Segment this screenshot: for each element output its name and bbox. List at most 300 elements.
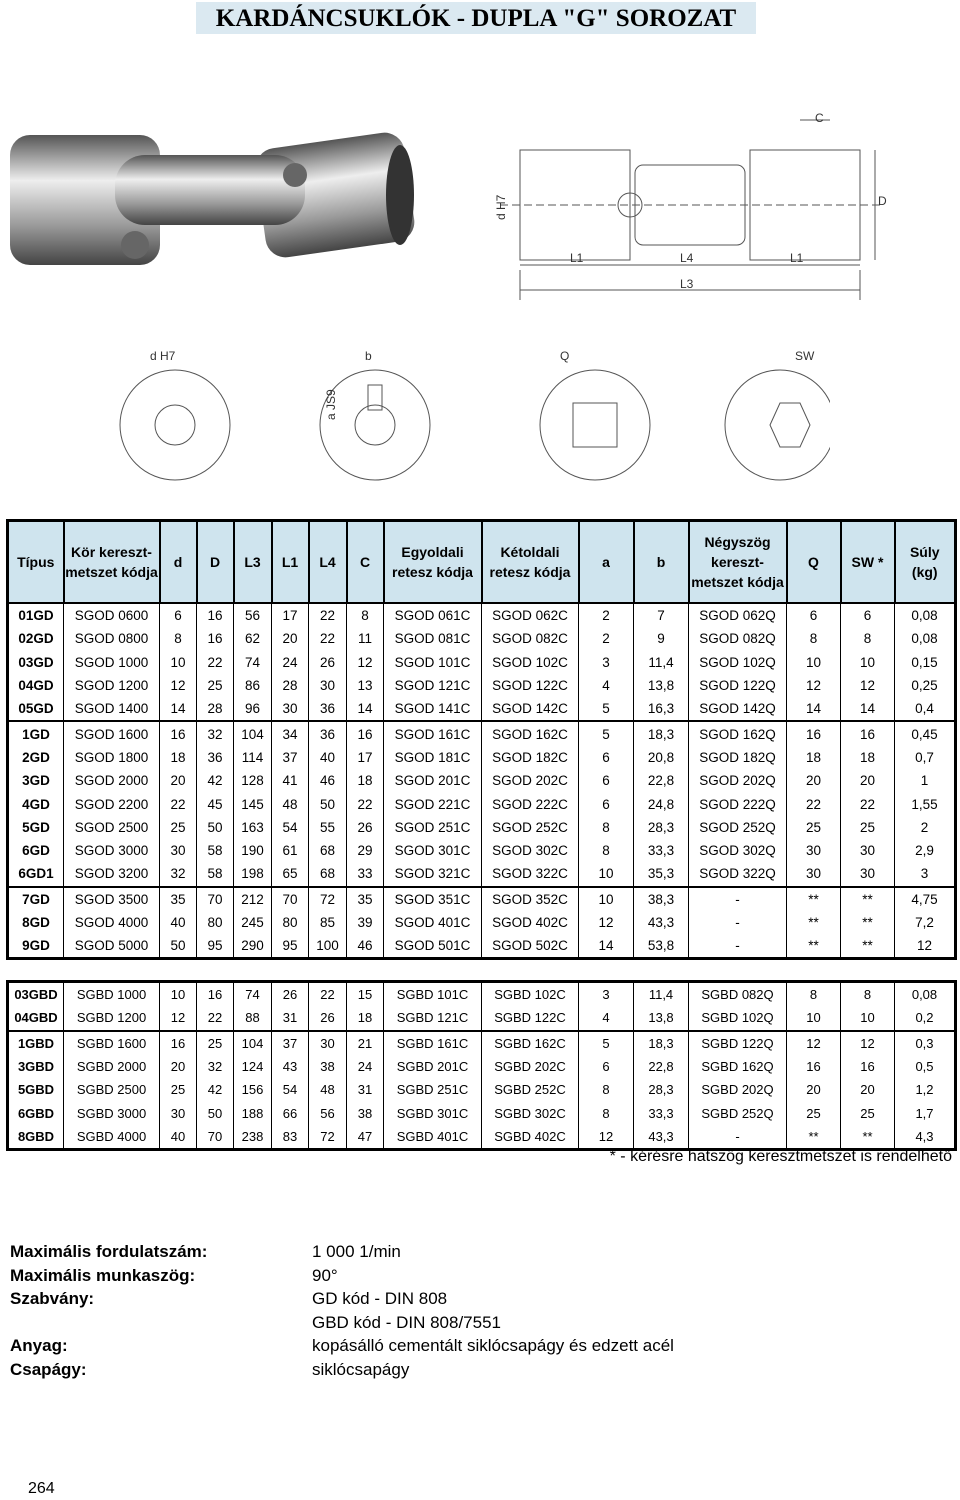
table-cell: 46: [309, 769, 347, 792]
table-cell: SGOD 201C: [384, 769, 482, 792]
table-row: [8, 651, 956, 674]
table-cell: 1,7: [895, 1101, 956, 1124]
table-cell: 22: [197, 1006, 234, 1030]
table-cell: 70: [197, 1125, 234, 1150]
table-cell: 37: [272, 746, 309, 769]
column-header: b: [634, 521, 689, 604]
type-cell: 1GD: [8, 721, 64, 745]
table-cell: SGOD 062Q: [689, 603, 787, 627]
table-cell: SGOD 401C: [384, 911, 482, 934]
table-cell: 104: [234, 721, 272, 745]
table-cell: SGBD 401C: [384, 1125, 482, 1150]
table-cell: 0,08: [895, 982, 956, 1007]
table-cell: SGOD 081C: [384, 627, 482, 650]
table-cell: 35: [160, 887, 197, 911]
table-cell: **: [841, 1125, 895, 1150]
table-cell: 30: [787, 839, 841, 862]
table-cell: 0,3: [895, 1031, 956, 1055]
column-header: L4: [309, 521, 347, 604]
table-cell: 30: [309, 1031, 347, 1055]
table-cell: SGBD 122Q: [689, 1031, 787, 1055]
type-cell: 03GBD: [8, 982, 64, 1007]
type-cell: 05GD: [8, 697, 64, 721]
table-cell: SGBD 302C: [482, 1101, 579, 1124]
table-row: [8, 862, 956, 886]
table-cell: 2,9: [895, 839, 956, 862]
table-cell: 35: [347, 887, 384, 911]
table-cell: 16: [787, 1055, 841, 1078]
table-cell: 14: [787, 697, 841, 721]
table-cell: SGBD 252C: [482, 1078, 579, 1101]
table-cell: SGOD 1400: [64, 697, 160, 721]
table-cell: 33,3: [634, 1101, 689, 1124]
table-cell: 70: [197, 887, 234, 911]
table-cell: SGOD 061C: [384, 603, 482, 627]
table-cell: SGOD 102Q: [689, 651, 787, 674]
table-cell: 24: [347, 1055, 384, 1078]
table-cell: 12: [579, 1125, 634, 1150]
type-cell: 02GD: [8, 627, 64, 650]
table-cell: 10: [841, 1006, 895, 1030]
table-cell: 50: [197, 1101, 234, 1124]
type-cell: 4GD: [8, 792, 64, 815]
table-cell: SGBD 402C: [482, 1125, 579, 1150]
table-cell: 40: [309, 746, 347, 769]
column-header: Kétoldali retesz kódja: [482, 521, 579, 604]
table-cell: 6: [841, 603, 895, 627]
table-cell: 28: [272, 674, 309, 697]
table-cell: 20: [787, 1078, 841, 1101]
table-cell: SGBD 1000: [64, 982, 160, 1007]
table-cell: 16: [197, 627, 234, 650]
table-cell: SGBD 102Q: [689, 1006, 787, 1030]
column-header: d: [160, 521, 197, 604]
table-cell: 21: [347, 1031, 384, 1055]
dim-label-d-outer: D: [878, 194, 887, 208]
table-cell: 8: [579, 1078, 634, 1101]
table-cell: **: [787, 887, 841, 911]
table-cell: SGOD 142Q: [689, 697, 787, 721]
table-cell: 12: [841, 1031, 895, 1055]
table-cell: SGOD 082Q: [689, 627, 787, 650]
table-cell: 38,3: [634, 887, 689, 911]
table-cell: 163: [234, 816, 272, 839]
table-cell: SGBD 161C: [384, 1031, 482, 1055]
type-cell: 04GD: [8, 674, 64, 697]
spec-label: Maximális fordulatszám:: [10, 1242, 208, 1261]
table-cell: SGOD 082C: [482, 627, 579, 650]
table-cell: 12: [895, 934, 956, 959]
table-row: [8, 1006, 956, 1030]
table-cell: 28,3: [634, 816, 689, 839]
table-cell: SGOD 122Q: [689, 674, 787, 697]
table-cell: 16: [841, 1055, 895, 1078]
table-cell: 10: [579, 887, 634, 911]
spec-label: Csapágy:: [10, 1359, 87, 1379]
table-cell: 11: [347, 627, 384, 650]
table-cell: 25: [787, 816, 841, 839]
table-row: [8, 697, 956, 721]
table-cell: 40: [160, 911, 197, 934]
table-cell: 22: [841, 792, 895, 815]
table-cell: 22: [787, 792, 841, 815]
type-cell: 1GBD: [8, 1031, 64, 1055]
table-cell: 72: [309, 887, 347, 911]
table-cell: 31: [347, 1078, 384, 1101]
table-cell: SGOD 402C: [482, 911, 579, 934]
table-cell: 0,25: [895, 674, 956, 697]
table-cell: **: [841, 911, 895, 934]
table-cell: 36: [309, 721, 347, 745]
dim-label-c: C: [815, 111, 824, 125]
table-cell: SGOD 252Q: [689, 816, 787, 839]
table-cell: 25: [160, 816, 197, 839]
table-cell: 14: [160, 697, 197, 721]
table-cell: 290: [234, 934, 272, 959]
table-cell: 20: [160, 1055, 197, 1078]
table-cell: 100: [309, 934, 347, 959]
table-cell: 43,3: [634, 911, 689, 934]
table-cell: SGOD 252C: [482, 816, 579, 839]
dim-label-dh7: d H7: [494, 194, 508, 220]
type-cell: 5GBD: [8, 1078, 64, 1101]
table-cell: 43,3: [634, 1125, 689, 1150]
table-cell: 10: [787, 651, 841, 674]
table-cell: SGOD 142C: [482, 697, 579, 721]
table-cell: SGOD 351C: [384, 887, 482, 911]
table-cell: **: [787, 911, 841, 934]
table-cell: 0,4: [895, 697, 956, 721]
table-cell: 8: [841, 982, 895, 1007]
table-cell: 80: [197, 911, 234, 934]
dim-label-l1-left: L1: [570, 251, 584, 265]
table-cell: 39: [347, 911, 384, 934]
table-cell: SGOD 1200: [64, 674, 160, 697]
table-cell: SGBD 201C: [384, 1055, 482, 1078]
table-cell: 25: [197, 674, 234, 697]
table-cell: 16: [841, 721, 895, 745]
product-photo: [5, 95, 425, 295]
table-cell: 17: [272, 603, 309, 627]
spec-label: Szabvány:: [10, 1289, 95, 1308]
table-cell: 48: [309, 1078, 347, 1101]
table-cell: SGOD 302Q: [689, 839, 787, 862]
table-cell: 26: [309, 1006, 347, 1030]
table-cell: 70: [272, 887, 309, 911]
table-cell: 28,3: [634, 1078, 689, 1101]
table-cell: 36: [309, 697, 347, 721]
spec-label: Anyag:: [10, 1336, 68, 1355]
table-cell: SGBD 301C: [384, 1101, 482, 1124]
table-row: [8, 674, 956, 697]
table-cell: 22: [197, 651, 234, 674]
table-cell: 36: [197, 746, 234, 769]
table-cell: -: [689, 934, 787, 959]
table-cell: 40: [160, 1125, 197, 1150]
table-cell: 66: [272, 1101, 309, 1124]
table-cell: 124: [234, 1055, 272, 1078]
table-cell: 55: [309, 816, 347, 839]
table-row: [8, 911, 956, 934]
table-cell: SGOD 4000: [64, 911, 160, 934]
table-cell: 6: [579, 746, 634, 769]
table-cell: 16: [160, 1031, 197, 1055]
table-cell: 45: [197, 792, 234, 815]
table-cell: 12: [841, 674, 895, 697]
table-cell: 80: [272, 911, 309, 934]
table-cell: 32: [160, 862, 197, 886]
table-cell: SGBD 162C: [482, 1031, 579, 1055]
table-cell: SGBD 252Q: [689, 1101, 787, 1124]
table-cell: 25: [197, 1031, 234, 1055]
table-cell: 20: [272, 627, 309, 650]
table-cell: 10: [841, 651, 895, 674]
gd-series-table: [6, 519, 957, 960]
cross-section-drawings: [110, 345, 830, 495]
table-cell: 35,3: [634, 862, 689, 886]
table-cell: 22: [309, 603, 347, 627]
table-cell: 18: [347, 769, 384, 792]
spec-value: kopásálló cementált siklócsapágy és edzett acél: [312, 1336, 674, 1355]
table-cell: 12: [787, 674, 841, 697]
table-cell: 16: [787, 721, 841, 745]
table-cell: 22,8: [634, 769, 689, 792]
table-cell: 20: [841, 1078, 895, 1101]
table-row: [8, 769, 956, 792]
table-cell: 0,5: [895, 1055, 956, 1078]
type-cell: 8GD: [8, 911, 64, 934]
table-cell: SGOD 102C: [482, 651, 579, 674]
table-cell: 22: [160, 792, 197, 815]
type-cell: 6GD: [8, 839, 64, 862]
table-cell: 10: [579, 862, 634, 886]
table-cell: 30: [160, 839, 197, 862]
type-cell: 01GD: [8, 603, 64, 627]
table-cell: 54: [272, 816, 309, 839]
table-cell: SGBD 2500: [64, 1078, 160, 1101]
table-cell: 13,8: [634, 674, 689, 697]
table-cell: 22: [347, 792, 384, 815]
spec-value: GBD kód - DIN 808/7551: [312, 1312, 501, 1332]
table-cell: SGOD 202C: [482, 769, 579, 792]
page-title: KARDÁNCSUKLÓK - DUPLA "G" SOROZAT: [196, 2, 756, 34]
spec-row: [10, 1358, 674, 1382]
table-cell: 58: [197, 862, 234, 886]
type-cell: 6GD1: [8, 862, 64, 886]
column-header: Négyszög kereszt- metszet kódja: [689, 521, 787, 604]
table-cell: **: [841, 934, 895, 959]
spec-row: [10, 1264, 674, 1288]
table-cell: 13,8: [634, 1006, 689, 1030]
table-cell: SGOD 162C: [482, 721, 579, 745]
table-cell: 30: [841, 839, 895, 862]
table-cell: 145: [234, 792, 272, 815]
table-cell: 14: [841, 697, 895, 721]
table-cell: 88: [234, 1006, 272, 1030]
table-cell: 7,2: [895, 911, 956, 934]
table-cell: 5: [579, 1031, 634, 1055]
column-header: Súly (kg): [895, 521, 956, 604]
table-row: [8, 934, 956, 959]
table-cell: 13: [347, 674, 384, 697]
table-cell: SGOD 161C: [384, 721, 482, 745]
table-cell: 6: [579, 792, 634, 815]
table-cell: SGOD 101C: [384, 651, 482, 674]
dim-label-q: Q: [560, 349, 570, 363]
table-cell: 25: [841, 816, 895, 839]
table-cell: 68: [309, 862, 347, 886]
dim-label-ajs9: a JS9: [324, 389, 338, 420]
table-cell: -: [689, 887, 787, 911]
spec-row: [10, 1287, 674, 1311]
table-cell: 42: [197, 1078, 234, 1101]
table-cell: SGBD 4000: [64, 1125, 160, 1150]
table-cell: SGBD 102C: [482, 982, 579, 1007]
spec-row: [10, 1311, 674, 1335]
table-cell: 30: [160, 1101, 197, 1124]
table-cell: SGBD 082Q: [689, 982, 787, 1007]
table-cell: 11,4: [634, 651, 689, 674]
table-cell: 26: [347, 816, 384, 839]
table-cell: 18: [347, 1006, 384, 1030]
table-cell: 50: [197, 816, 234, 839]
table-cell: 43: [272, 1055, 309, 1078]
table-cell: 24: [272, 651, 309, 674]
table-cell: 198: [234, 862, 272, 886]
table-cell: SGOD 501C: [384, 934, 482, 959]
table-cell: SGOD 182Q: [689, 746, 787, 769]
table-cell: 1,55: [895, 792, 956, 815]
table-cell: 74: [234, 651, 272, 674]
table-cell: SGOD 0600: [64, 603, 160, 627]
table-cell: SGBD 2000: [64, 1055, 160, 1078]
table-header-row: [8, 521, 956, 604]
table-cell: 8: [787, 982, 841, 1007]
table-cell: SGBD 202C: [482, 1055, 579, 1078]
table-cell: 38: [347, 1101, 384, 1124]
dim-label-l1-right: L1: [790, 251, 804, 265]
table-cell: 8: [579, 816, 634, 839]
type-cell: 7GD: [8, 887, 64, 911]
table-cell: 16: [160, 721, 197, 745]
table-cell: 18,3: [634, 1031, 689, 1055]
table-cell: -: [689, 1125, 787, 1150]
table-cell: SGOD 3000: [64, 839, 160, 862]
table-cell: SGBD 121C: [384, 1006, 482, 1030]
table-row: [8, 1031, 956, 1055]
table-cell: 20,8: [634, 746, 689, 769]
table-cell: 12: [787, 1031, 841, 1055]
table-cell: SGOD 182C: [482, 746, 579, 769]
table-cell: 50: [160, 934, 197, 959]
table-cell: 12: [347, 651, 384, 674]
side-view-drawing: [480, 110, 900, 310]
table-row: [8, 839, 956, 862]
table-cell: 29: [347, 839, 384, 862]
table-row: [8, 721, 956, 745]
footnote: * - kérésre hatszög keresztmetszet is rendelhető: [609, 1148, 952, 1165]
table-cell: 30: [309, 674, 347, 697]
table-cell: 12: [579, 911, 634, 934]
table-cell: 4,75: [895, 887, 956, 911]
table-cell: 68: [309, 839, 347, 862]
table-cell: 26: [309, 651, 347, 674]
spec-label: [10, 1311, 312, 1335]
table-row: [8, 792, 956, 815]
table-row: [8, 603, 956, 627]
column-header: Egyoldali retesz kódja: [384, 521, 482, 604]
column-header: Típus: [8, 521, 64, 604]
column-header: Q: [787, 521, 841, 604]
table-cell: 11,4: [634, 982, 689, 1007]
table-cell: 6: [787, 603, 841, 627]
table-cell: 62: [234, 627, 272, 650]
table-cell: 65: [272, 862, 309, 886]
table-cell: 18: [160, 746, 197, 769]
table-cell: 16: [197, 982, 234, 1007]
table-cell: 16: [347, 721, 384, 745]
table-row: [8, 982, 956, 1007]
table-cell: 6: [160, 603, 197, 627]
table-cell: 8: [160, 627, 197, 650]
table-cell: 8: [841, 627, 895, 650]
specifications: [10, 1240, 674, 1381]
table-cell: 188: [234, 1101, 272, 1124]
table-cell: SGOD 502C: [482, 934, 579, 959]
table-cell: SGOD 181C: [384, 746, 482, 769]
spec-value: 1 000 1/min: [312, 1242, 401, 1261]
table-cell: 2: [579, 627, 634, 650]
table-cell: SGOD 301C: [384, 839, 482, 862]
type-cell: 3GBD: [8, 1055, 64, 1078]
table-cell: SGOD 322C: [482, 862, 579, 886]
table-cell: 48: [272, 792, 309, 815]
dim-label-dh7-section: d H7: [150, 349, 176, 363]
table-row: [8, 887, 956, 911]
dim-label-sw: SW: [795, 349, 815, 363]
table-cell: 3: [895, 862, 956, 886]
table-cell: 32: [197, 1055, 234, 1078]
table-cell: 14: [579, 934, 634, 959]
dim-label-b: b: [365, 349, 372, 363]
table-cell: 41: [272, 769, 309, 792]
table-cell: 114: [234, 746, 272, 769]
table-cell: 6: [579, 769, 634, 792]
table-cell: SGOD 2200: [64, 792, 160, 815]
table-cell: 190: [234, 839, 272, 862]
table-row: [8, 1055, 956, 1078]
column-header: C: [347, 521, 384, 604]
table-row: [8, 627, 956, 650]
table-cell: SGBD 1200: [64, 1006, 160, 1030]
table-cell: 58: [197, 839, 234, 862]
table-cell: 0,08: [895, 627, 956, 650]
table-cell: SGOD 222Q: [689, 792, 787, 815]
table-row: [8, 1101, 956, 1124]
table-cell: SGOD 1800: [64, 746, 160, 769]
table-cell: SGOD 162Q: [689, 721, 787, 745]
table-row: [8, 746, 956, 769]
table-cell: 10: [787, 1006, 841, 1030]
table-cell: 12: [160, 1006, 197, 1030]
column-header: D: [197, 521, 234, 604]
table-cell: SGOD 0800: [64, 627, 160, 650]
column-header: a: [579, 521, 634, 604]
type-cell: 6GBD: [8, 1101, 64, 1124]
table-cell: 18: [787, 746, 841, 769]
table-cell: 30: [841, 862, 895, 886]
table-cell: 3: [579, 982, 634, 1007]
